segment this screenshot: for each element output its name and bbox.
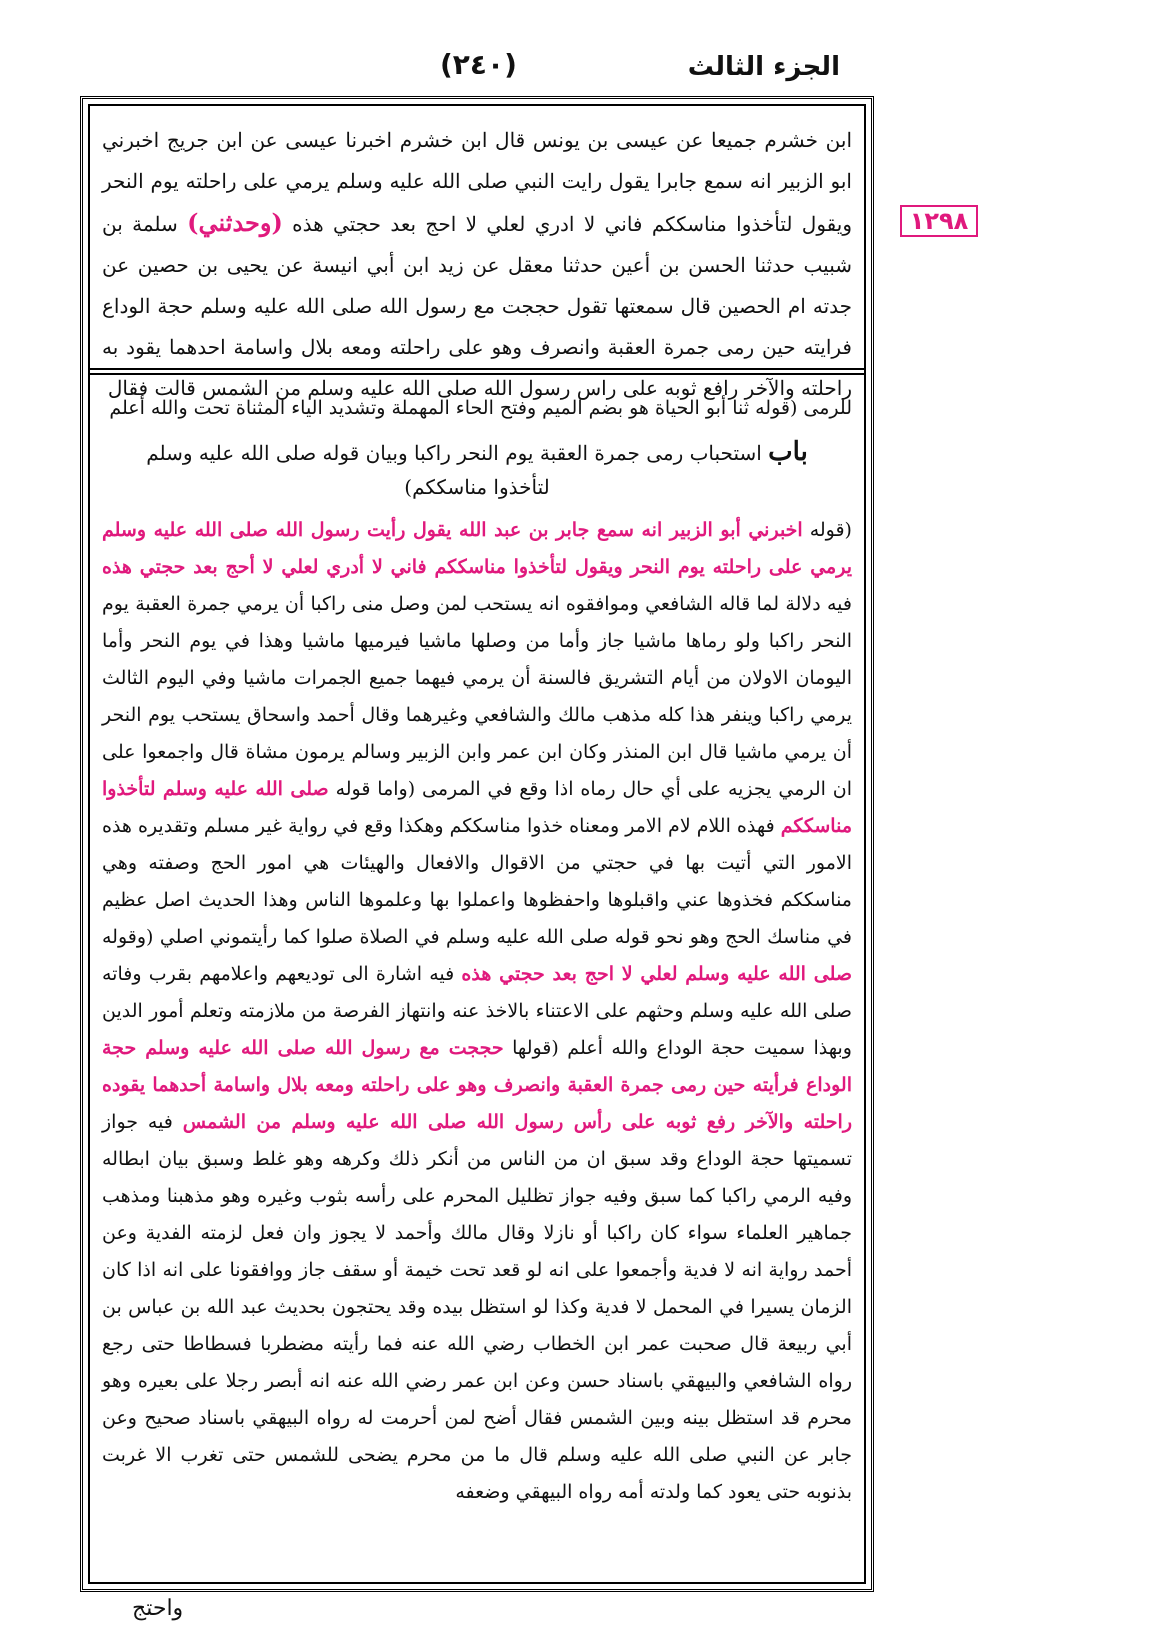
part-title: الجزء الثالث — [687, 52, 840, 82]
chapter-heading-title: استحباب رمى جمرة العقبة يوم النحر راكبا وبيان قوله صلى الله عليه وسلم لتأخذوا مناسككم) — [146, 441, 762, 499]
quoted-hadith-text: حججت مع رسول الله صلى الله عليه وسلم حجة الوداع فرأيته حين رمى جمرة العقبة وانصرف وهو على راحلته ومعه بلال واسامة أحدهما يقوده راحلته والآخر رفع ثوبه على رأس رسول الله صلى الله عليه وسلم من الشمس — [102, 1037, 852, 1133]
quoted-hadith-text: اخبرني أبو الزبير انه سمع جابر بن عبد الله يقول رأيت رسول الله صلى الله عليه وسلم يرمي على راحلته يوم النحر ويقول لتأخذوا مناسككم فاني لا أدري لعلي لا أحج بعد حجتي هذه — [102, 519, 852, 578]
matn-text-before: ابن خشرم جميعا عن عيسى بن يونس قال ابن خشرم اخبرنا عيسى عن ابن جريج اخبرني ابو الزبير انه سمع جابرا يقول رايت النبي صلى الله عليه وسلم يرمي على راحلته يوم النحر ويقول لتأخذوا مناسككم فاني لا ادري لعلي لا احج بعد حجتي هذه — [102, 128, 853, 236]
chapter-heading-word: باب — [768, 437, 808, 467]
section-divider — [90, 368, 864, 375]
text-frame-inner — [88, 104, 866, 1584]
text-frame — [80, 96, 874, 1592]
quote-lead: (وقوله — [102, 926, 154, 948]
commentary-intro: للرمى (قوله ثنا أبو الحياة هو بضم الميم وفتح الحاء المهملة وتشديد الياء المثناة تحت والله أعلم — [109, 397, 852, 419]
commentary-text: فيه اشارة الى توديعهم واعلامهم بقرب وفاته صلى الله عليه وسلم وحثهم على الاعتناء بالاخذ عنه وانتهاز الفرصة من ملازمته وتعلم أمور الدين وبهذا سميت حجة الوداع والله أعلم — [102, 963, 852, 1059]
commentary-paragraph — [102, 512, 852, 1511]
quote-lead: (قوله — [809, 519, 852, 541]
wahaddathani-marker: (وحدثني) — [187, 208, 283, 237]
commentary-section — [90, 384, 864, 1582]
quoted-hadith-text: صلى الله عليه وسلم لعلي لا احج بعد حجتي هذه — [461, 963, 853, 985]
commentary-text: فيه جواز تسميتها حجة الوداع وقد سبق ان من الناس من أنكر ذلك وكرهه وهو غلط وسبق بيان ابطاله وفيه الرمي راكبا كما سبق وفيه جواز تظليل المحرم على رأسه بثوب وغيره وهو مذهبنا ومذهب جماهير العلماء سواء كان راكبا أو نازلا وقال مالك وأحمد لا يجوز وان فعل لزمته الفدية وعن أحمد رواية انه لا فدية وأجمعوا على انه لو قعد تحت خيمة أو سقف جاز ووافقونا على انه اذا كان الزمان يسيرا في المحمل لا فدية وكذا لو استظل بيده وقد يحتجون بحديث عبد الله بن عباس بن أبي ربيعة قال صحبت عمر ابن الخطاب رضي الله عنه فما رأيته مضطربا فسطاطا حتى رجع رواه الشافعي والبيهقي باسناد حسن وعن ابن عمر رضي الله عنه انه أبصر رجلا على بعيره وهو محرم قد استظل بينه وبين الشمس فقال أضح لمن أحرمت له رواه البيهقي باسناد صحيح وعن جابر عن النبي صلى الله عليه وسلم قال ما من محرم يضحى للشمس حتى تغرب الا غربت بذنوبه حتى يعود كما ولدته أمه رواه البيهقي وضعفه — [102, 1111, 852, 1503]
page-number: (٢٤٠) — [440, 48, 517, 81]
commentary-text: فيه دلالة لما قاله الشافعي وموافقوه انه يستحب لمن وصل منى راكبا أن يرمي جمرة العقبة يوم النحر راكبا ولو رماها ماشيا جاز وأما من وصلها ماشيا فيرميها ماشيا وهذا في يوم النحر وأما اليومان الاولان من أيام التشريق فالسنة أن يرمي فيهما جميع الجمرات ماشيا وفي اليوم الثالث يرمي راكبا وينفر هذا كله مذهب مالك والشافعي وغيرهما وقال أحمد واسحاق يستحب يوم النحر أن يرمي ماشيا قال ابن المنذر وكان ابن عمر وابن الزبير وسالم يرمون مشاة قال واجمعوا على ان الرمي يجزيه على أي حال رماه اذا وقع في المرمى — [102, 593, 853, 800]
hadith-text-section — [90, 106, 864, 400]
page-header — [0, 40, 1158, 100]
catchword: واحتج — [132, 1596, 184, 1621]
quoted-hadith-text: صلى الله عليه وسلم لتأخذوا مناسككم — [102, 778, 852, 837]
quote-lead: (واما قوله — [335, 778, 416, 800]
chapter-heading — [122, 435, 832, 504]
matn-text-after: سلمة بن شبيب حدثنا الحسن بن أعين حدثنا معقل عن زيد ابن أبي انيسة عن يحيى بن حصين عن جدته ام الحصين قال سمعتها تقول حججت مع رسول الله صلى الله عليه وسلم حجة الوداع فرايته حين رمى جمرة العقبة وانصرف وهو على راحلته ومعه بلال واسامة احدهما يقود به راحلته والآخر رافع ثوبه على راس رسول الله صلى الله عليه وسلم من الشمس قالت فقال — [102, 212, 852, 400]
hadith-number-badge: ١٢٩٨ — [900, 205, 978, 237]
quote-lead: (قولها — [512, 1037, 559, 1059]
commentary-text: فهذه اللام لام الامر ومعناه خذوا مناسككم وهكذا وقع في رواية غير مسلم وتقديره هذه الامور التي أتيت بها في حجتي من الاقوال والافعال والهيئات هي امور الحج وصفته وهي مناسككم فخذوها عني واقبلوها واحفظوها واعملوا بها وعلموها الناس وهذا الحديث اصل عظيم في مناسك الحج وهو نحو قوله صلى الله عليه وسلم في الصلاة صلوا كما رأيتموني اصلي — [102, 815, 852, 948]
